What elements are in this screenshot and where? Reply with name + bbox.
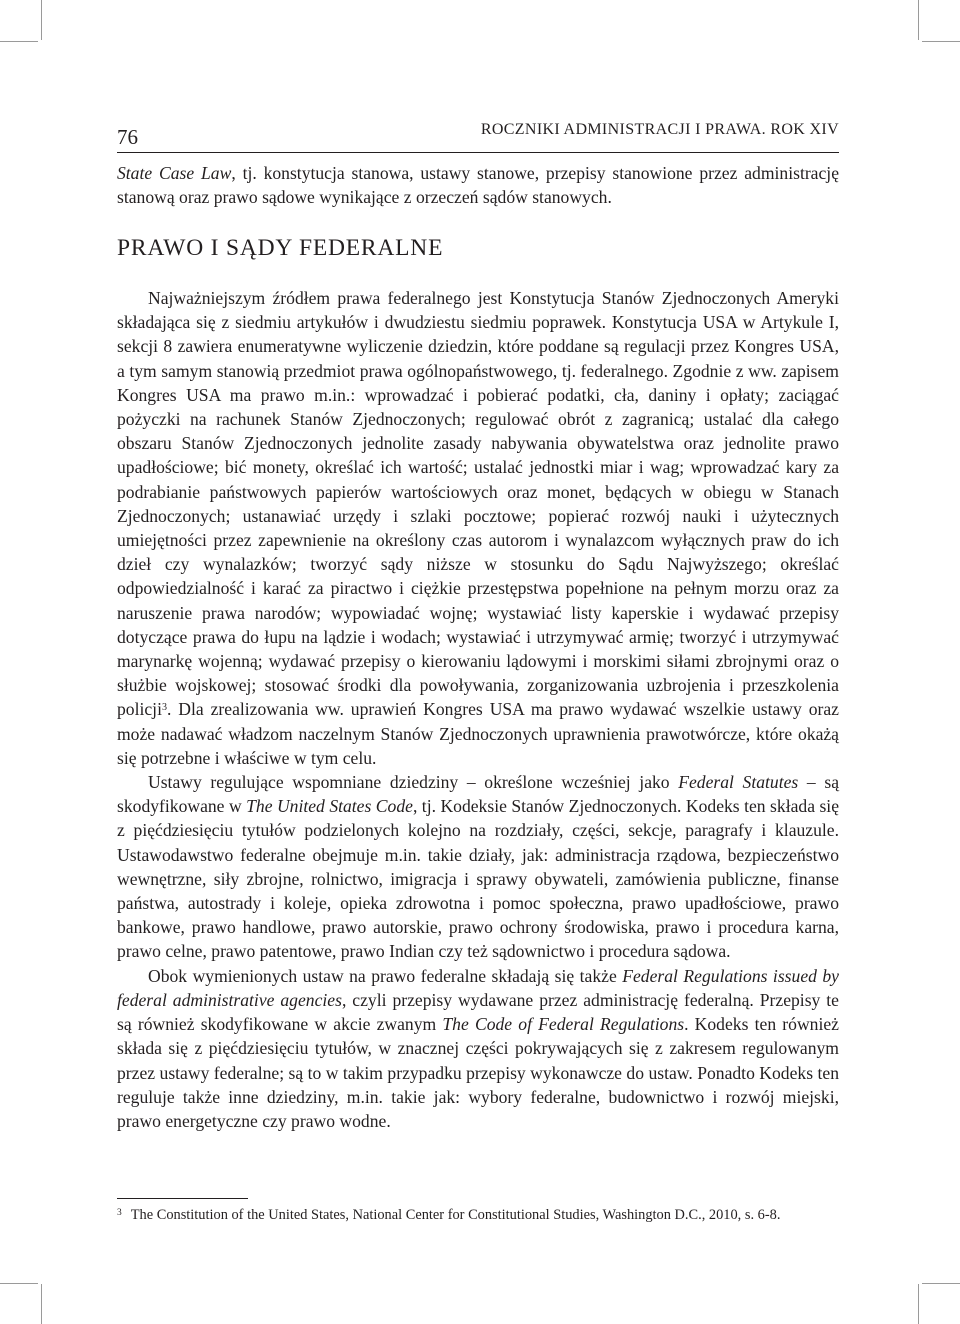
paragraph-3-text-1: Obok wymienionych ustaw na prawo federalne składają się także [148, 965, 623, 986]
section-heading: PRAWO I SĄDY FEDERALNE [117, 235, 444, 261]
crop-mark-bottom-right-h [922, 1283, 960, 1284]
paragraph-federal-statutes [117, 770, 839, 964]
footnote-text: The Constitution of the United States, National Center for Constitutional Studies, Washington D.C., 2010, s. 6-8. [130, 1207, 781, 1223]
crop-mark-bottom-left [41, 1284, 42, 1324]
paragraph-constitution [117, 286, 839, 770]
paragraph-federal-regulations [117, 964, 839, 1133]
footnote [117, 1203, 839, 1225]
paragraph-1-text: Najważniejszym źródłem prawa federalnego jest Konstytucja Stanów Zjednoczonych Ameryki składająca się z siedmiu artykułów i dwudziestu siedmiu poprawek. Konstytucja USA w Artykule I, sekcji 8 zawiera enumeratywne wyliczenie dziedzin, które poddane są regulacji przez Kongres USA, a tym samym stanowią przedmiot prawa ogólnopaństwowego, tj. federalnego. Zgodnie z ww. zapisem Kongres USA ma prawo m.in.: wprowadzać i pobierać podatki, cła, daniny i opłaty; zaciągać pożyczki na rachunek Stanów Zjednoczonych; regulować obrót z zagranicą; ustalać dla całego obszaru Stanów Zjednoczonych jednolite zasady nabywania obywatelstwa oraz jednolite prawo upadłościowe; bić monety, określać ich wartość; ustalać jednostki miar i wag; wprowadzać kary za podrabianie państwowych papierów wartościowych oraz monet, będących w obiegu w Stanach Zjednoczonych; ustanawiać urzędy i szlaki pocztowe; popierać rozwój nauki i użytecznych umiejętności przez zapewnienie na określony czas autorom i wynalazcom wyłącznych praw do ich dzieł czy wynalazków; tworzyć sądy niższe w stosunku do Sądu Najwyższego; określać odpowiedzialność i karać za piractwo i ciężkie przestępstwa popełnione na pełnym morzu oraz za naruszenie prawa narodów; wypowiadać wojnę; wystawiać listy kaperskie i wydawać przepisy dotyczące prawa do łupu na lądzie i wodach; wystawiać i utrzymywać armię; tworzyć i utrzymywać marynarkę wojenną; wydawać przepisy o kierowaniu lądowymi i morskimi siłami zbrojnymi oraz o służbie wojskowej; stosować środki dla powoływania, zorganizowania uzbrojenia i przeszkolenia policji [117, 288, 839, 720]
cfr-term: The Code of Federal Regulations [442, 1014, 685, 1035]
paragraph-2-text-2: – są skodyfikowane w [117, 772, 839, 817]
crop-mark-top-right-h [922, 41, 960, 42]
running-header [117, 116, 839, 153]
state-case-law-term: State Case Law [117, 163, 232, 183]
footnote-number: 3 [117, 1208, 122, 1218]
federal-regulations-term: Federal Regulations issued by federal administrative agencies [117, 965, 839, 1010]
journal-title: ROCZNIKI ADMINISTRACJI I PRAWA. ROK XIV [480, 121, 839, 138]
crop-mark-top-right [918, 0, 919, 40]
paragraph-3-text-3: . Kodeks ten również składa się z pięćdziesięciu tytułów, w znacznej części pokrywających się z zakresem regulowanym przez ustawy federalne; są to w takim przypadku przepisy wykonawcze do ustaw. Ponadto Kodeks ten reguluje także inne dziedziny, m.in. takie jak: wybory federalne, budownictwo i rozwój miejski, prawo energetyczne czy prawo wodne. [117, 1014, 839, 1131]
paragraph-3-text-2: , czyli przepisy wydawane przez administrację federalną. Przepisy te są również skodyfikowane w akcie zwanym [117, 989, 839, 1035]
us-code-term: The United States Code [246, 796, 413, 817]
section-body [117, 286, 839, 1133]
opening-paragraph-text: , tj. konstytucja stanowa, ustawy stanowe, przepisy stanowione przez administrację stanową oraz prawo sądowe wynikające z orzeczeń sądów stanowych. [117, 163, 840, 208]
federal-statutes-term: Federal Statutes [678, 772, 799, 793]
paragraph-2-text-1: Ustawy regulujące wspomniane dziedziny – określone wcześniej jako [148, 772, 679, 793]
crop-mark-bottom-right [918, 1284, 919, 1324]
opening-paragraph [117, 161, 839, 209]
page-number: 76 [117, 125, 138, 149]
footnote-reference[interactable]: 3 [161, 702, 167, 714]
paragraph-1-text-after: . Dla zrealizowania ww. uprawień Kongres USA ma prawo wydawać wszelkie ustawy oraz może nadawać władzom naczelnym Stanów Zjednoczonych uprawnienia prawotwórcze, które okażą się potrzebne i właściwe w tym celu. [117, 699, 839, 768]
crop-mark-bottom-left-h [0, 1283, 38, 1284]
paragraph-2-text-3: , tj. Kodeksie Stanów Zjednoczonych. Kodeks ten składa się z pięćdziesięciu tytułów podzielonych kolejno na rozdziały, części, sekcje, paragrafy i klauzule. Ustawodawstwo federalne obejmuje m.in. takie działy, jak: administracja rządowa, bezpieczeństwo wewnętrzne, siły zbrojne, rolnictwo, imigracja i sprawy obywateli, zamówienia publiczne, finanse państwa, autostrady i koleje, opieka zdrowotna i pomoc społeczna, prawo upadłościowe, prawo bankowe, prawo handlowe, prawo autorskie, prawo ochrony środowiska, prawo i procedura karna, prawo celne, prawo patentowe, prawo Indian czy też sądownictwo i procedura sądowa. [117, 796, 840, 962]
footnote-separator [117, 1198, 248, 1199]
crop-mark-top-left-h [0, 41, 38, 42]
crop-mark-top-left [41, 0, 42, 40]
